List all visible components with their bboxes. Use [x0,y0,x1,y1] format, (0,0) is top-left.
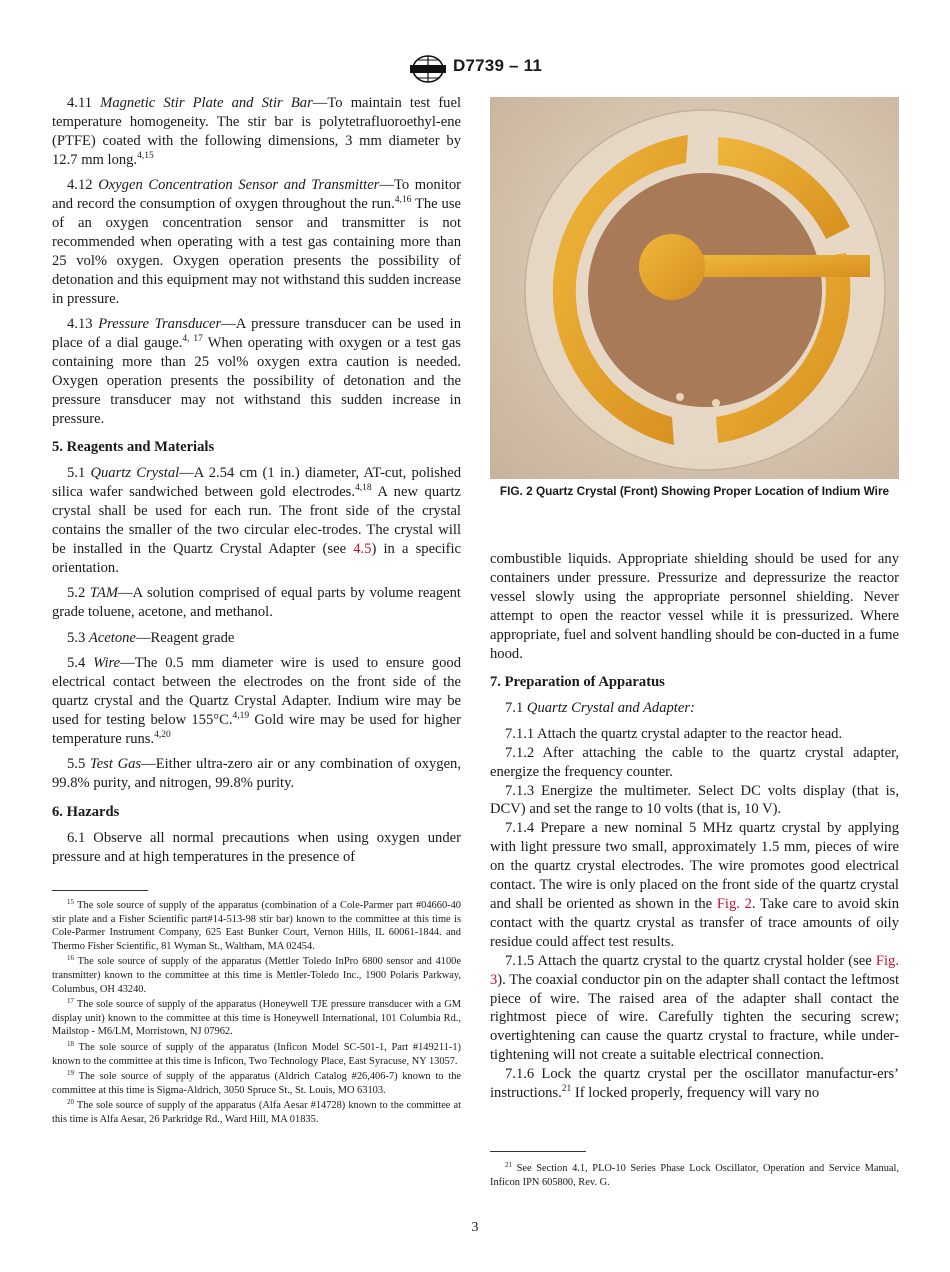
para-5-1: 5.1 Quartz Crystal—A 2.54 cm (1 in.) diameter, AT-cut, polished silica wafer sandwiched between gold electrodes.$^{4,18}$ A new quartz crystal shall be used for each run. The front side of the crystal contains the smaller of the two circular elec-trodes. The crystal will be installed in the Quartz Crystal Adapter (see 4.5) in a specific orientation. [52,465,461,576]
section-7-heading: 7. Preparation of Apparatus [490,674,665,691]
para-5-4: 5.4 Wire—The 0.5 mm diameter wire is used to ensure good electrical contact between the electrodes on the front side of the quartz crystal and the Quartz Crystal Adapter. Indium wire may be used for testing below 155°C.$^{4,19}$ Gold wire may be used for higher temperature runs.$^{4,20}$ [52,655,461,747]
footnote-18: $^{18}$ The sole source of supply of the apparatus (Inficon Model SC-501-1, Part #149211-1) known to the committee at this time is Inficon, Two Technology Place, East Syracuse, NY 13057. [52,1039,461,1067]
quartz-crystal-illustration [490,97,899,479]
footnotes-left [52,899,461,1129]
para-7-1-5: 7.1.5 Attach the quartz crystal to the quartz crystal holder (see Fig. 3). The coaxial conductor pin on the adapter shall contact the leftmost piece of wire. The raised area of the adapter shall contact the rightmost piece of wire. Carefully tighten the securing screw; overtightening can cause the quartz crystal to fracture, while under-tightening will not create a suitable electrical connection. [490,952,899,1064]
page-number: 3 [471,1220,479,1235]
para-7-1-3: 7.1.3 Energize the multimeter. Select DC volts display (that is, DCV) and set the range to 10 volts (that is, 10 V). [490,782,899,818]
figure-2-photo [490,97,899,479]
para-7-1-1: 7.1.1 Attach the quartz crystal adapter to the reactor head. [505,725,843,742]
figure-2-caption: FIG. 2 Quartz Crystal (Front) Showing Proper Location of Indium Wire [499,484,890,498]
footnote-17: $^{17}$ The sole source of supply of the apparatus (Honeywell TJE pressure transducer with a GM display unit) known to the committee at this time is Honeywell International, 101 Columbia Rd., Mailstop - M6/LM, Morristown, NJ 07962. [52,997,461,1038]
footnote-15: $^{15}$ The sole source of supply of the apparatus (combination of a Cole-Parmer part #04660-40 stir plate and a Fisher Scientific part#14-513-98 stir bar) known to the committee at this time is Cole-Parmer Instrument Company, 625 East Bunker Court, Vernon Hills, IL 60061-1844. and Thermo Fisher Scientific, 81 Wyman St., Waltham, MA 02454. [52,898,461,952]
para-5-5: 5.5 Test Gas—Either ultra-zero air or any combination of oxygen, 99.8% purity, and nitrogen, 99.8% purity. [52,756,462,791]
para-7-1-4: 7.1.4 Prepare a new nominal 5 MHz quartz crystal by applying with light pressure two small, approximately 1.5 mm, pieces of wire on the quartz crystal electrodes. The wire promotes good electrical contact. The wire is only placed on the front side of the quartz crystal and shall be oriented as shown in the Fig. 2. Take care to avoid skin contact with the quartz crystal as transfer of trace amounts of oily residue could affect test results. [490,820,900,950]
page-header [0,54,950,84]
link-4-5[interactable]: 4.5 [353,541,372,558]
astm-logo-icon [408,54,448,84]
footnote-19: $^{19}$ The sole source of supply of the apparatus (Aldrich Catalog #26,406-7) known to the committee at this time is Sigma-Aldrich, 3050 Spruce St., St. Louis, MO 63103. [52,1069,461,1096]
footnote-16: $^{16}$ The sole source of supply of the apparatus (Mettler Toledo InPro 6800 sensor and 4100e transmitter) known to the committee at this time is Mettler-Toledo Inc., 1900 Polaris Parkway, Columbus, OH 43240. [52,954,461,995]
footnote-21: $^{21}$ See Section 4.1, PLO-10 Series Phase Lock Oscillator, Operation and Service Manual, Inficon IPN 605800, Rev. G. [490,1161,899,1188]
footnote-rule-right [490,1151,586,1152]
section-5-heading: 5. Reagents and Materials [52,439,215,456]
para-7-1: 7.1 Quartz Crystal and Adapter: [505,700,695,717]
para-7-1-6: 7.1.6 Lock the quartz crystal per the oscillator manufactur-ers’ instructions.$^{21}$ If locked properly, frequency will vary no [490,1066,899,1102]
section-6-heading: 6. Hazards [52,803,120,820]
link-fig-3[interactable]: Fig. 3 [490,952,899,988]
link-fig-2[interactable]: Fig. 2 [716,896,752,912]
right-column [490,550,899,1109]
para-5-3: 5.3 Acetone—Reagent grade [67,629,235,646]
para-5-2: 5.2 TAM—A solution comprised of equal parts by volume reagent grade toluene, acetone, and methanol. [52,585,461,621]
standard-code: D7739 – 11 [453,56,542,75]
para-4-12: 4.12 Oxygen Concentration Sensor and Transmitter—To monitor and record the consumption of oxygen throughout the run.$^{4,16}$ The use of an oxygen concentration sensor and transmitter is not recommended when operating with a test gas containing more than 25 vol% oxygen. Oxygen operation presents the possibility of detonation and this equipment may not withstand this sudden increase in pressure. [52,177,461,307]
hazards-continued: combustible liquids. Appropriate shielding should be used for any containers under pressure. Pressurize and depressurize the reactor vessel slowly using the appropriate personnel shielding. Never attempt to open the reactor vessel while it is pressurized. Where appropriate, fuel and solvent handling should be con-ducted in a fume hood. [490,551,899,662]
para-4-13: 4.13 Pressure Transducer—A pressure transducer can be used in place of a dial gauge.$^{4, 17}$ When operating with oxygen or a test gas containing more than 25 vol% oxygen extra caution is needed. Oxygen operation presents the possibility of detonation and the pressure transducer may not withstand this sudden increase in pressure. [52,315,461,427]
footnote-rule-left [52,890,148,891]
footnote-20: $^{20}$ The sole source of supply of the apparatus (Alfa Aesar #14728) known to the committee at this time is Alfa Aesar, 26 Parkridge Rd., Ward Hill, MA 01835. [52,1098,461,1125]
para-6-1: 6.1 Observe all normal precautions when using oxygen under pressure and at high temperatures in the presence of [52,829,461,865]
para-7-1-2: 7.1.2 After attaching the cable to the quartz crystal adapter, energize the frequency counter. [490,744,899,780]
para-4-11: 4.11 Magnetic Stir Plate and Stir Bar—To maintain test fuel temperature homogeneity. The stir bar is polytetrafluoroethyl-ene (PTFE) coated with the following dimensions, 3 mm diameter by 12.7 mm long.$^{4,15}$ [52,95,462,168]
left-column [52,94,461,873]
footnotes-right [490,1162,899,1191]
